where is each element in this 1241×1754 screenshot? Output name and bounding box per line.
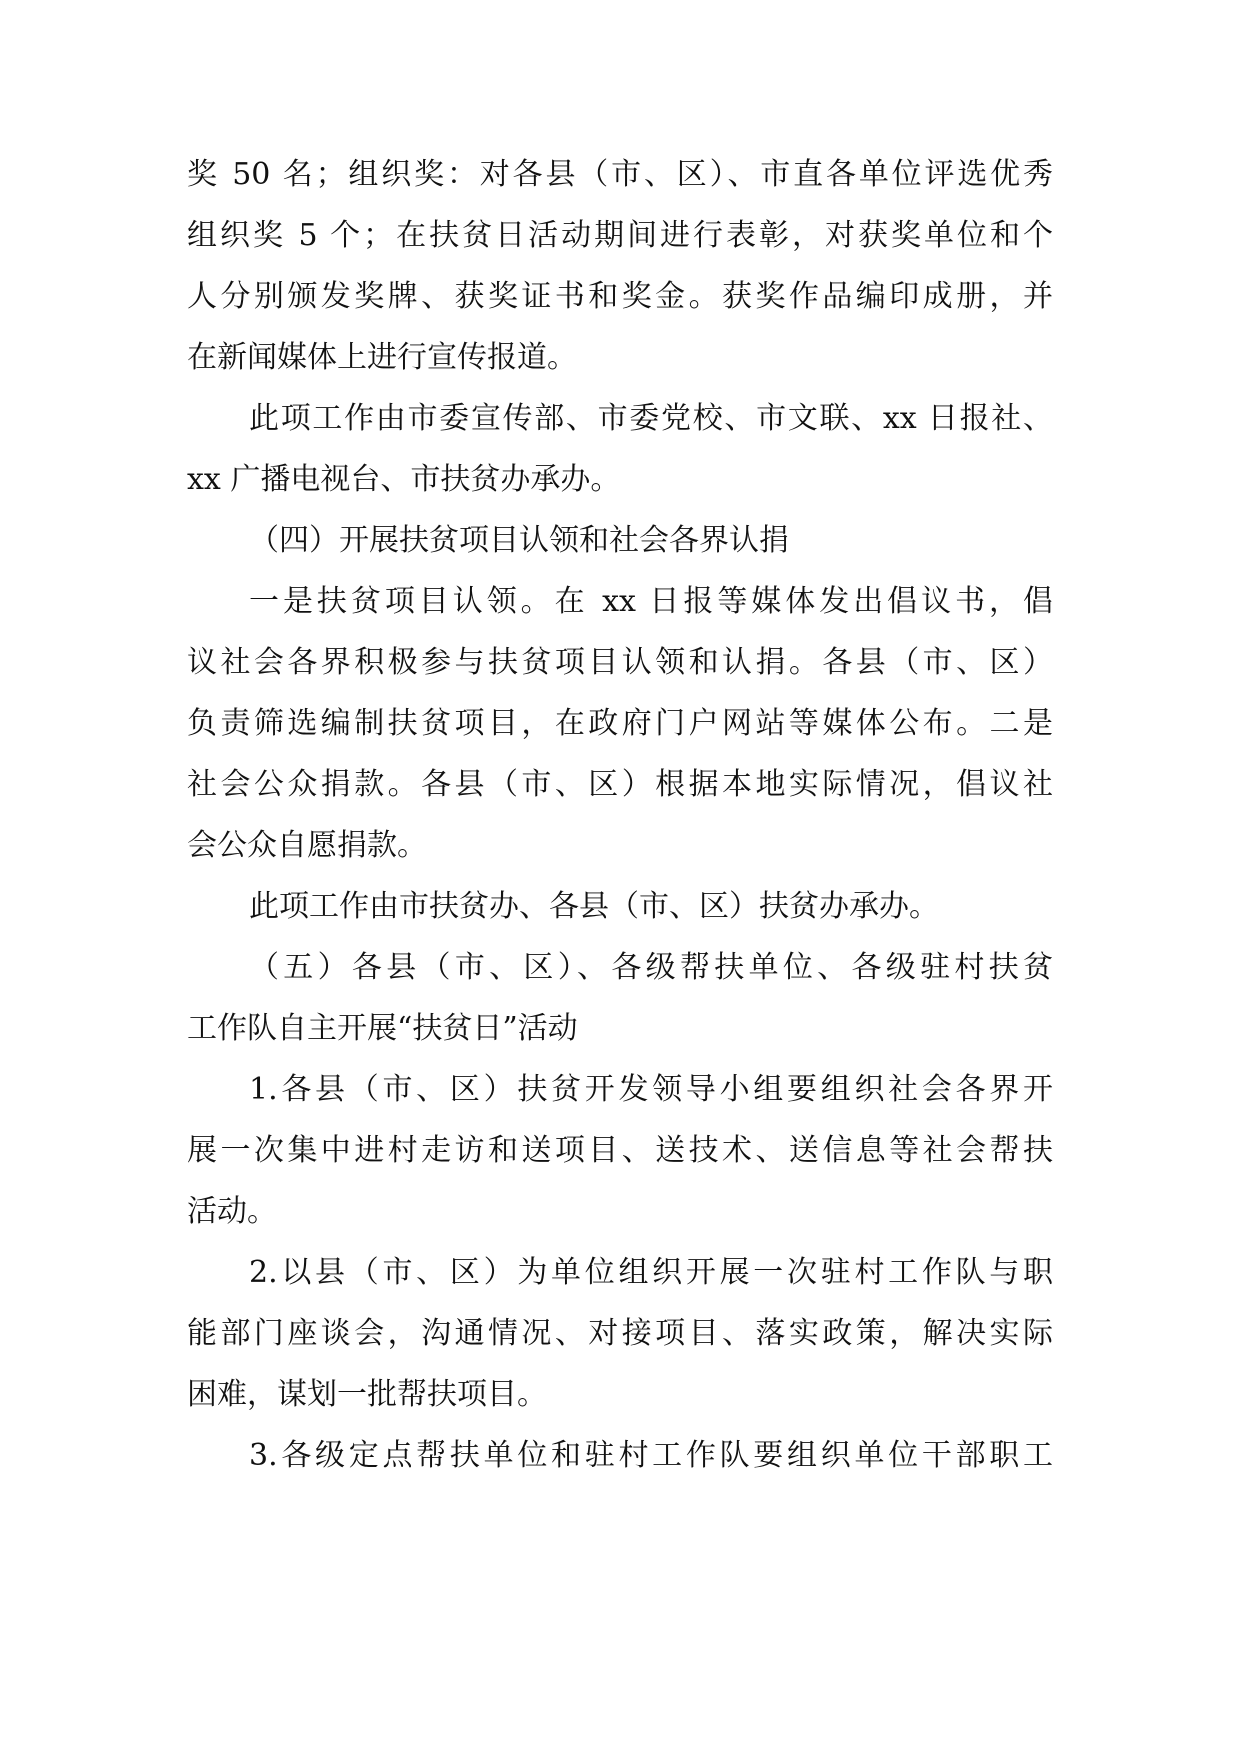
paragraph-project-claim <box>187 571 1053 876</box>
text-line: 展一次集中进村走访和送项目、送技术、送信息等社会帮扶 <box>187 1133 1053 1168</box>
list-item-3 <box>187 1425 1053 1486</box>
text-line: 一是扶贫项目认领。在 xx 日报等媒体发出倡议书，倡 <box>249 584 1053 619</box>
paragraph-awards-continuation <box>187 144 1053 388</box>
text-line: 2.以县（市、区）为单位组织开展一次驻村工作队与职 <box>249 1255 1053 1290</box>
text-line: 此项工作由市委宣传部、市委党校、市文联、xx 日报社、 <box>249 401 1053 436</box>
text-line: 活动。 <box>187 1194 277 1229</box>
text-line: 此项工作由市扶贫办、各县（市、区）扶贫办承办。 <box>249 889 939 924</box>
heading-line: （四）开展扶贫项目认领和社会各界认捐 <box>249 523 789 558</box>
body-text <box>187 144 1053 1486</box>
text-line: 1.各县（市、区）扶贫开发领导小组要组织社会各界开 <box>249 1072 1053 1107</box>
paragraph-organizers-2 <box>187 876 1053 937</box>
heading-line: （五）各县（市、区）、各级帮扶单位、各级驻村扶贫 <box>249 950 1053 985</box>
list-item-1 <box>187 1059 1053 1242</box>
text-line: xx 广播电视台、市扶贫办承办。 <box>187 462 621 497</box>
text-line: 议社会各界积极参与扶贫项目认领和认捐。各县（市、区） <box>187 645 1053 680</box>
heading-line: 工作队自主开展“扶贫日”活动 <box>187 1011 578 1046</box>
list-item-2 <box>187 1242 1053 1425</box>
text-line: 困难，谋划一批帮扶项目。 <box>187 1377 547 1412</box>
paragraph-organizers-1 <box>187 388 1053 510</box>
text-line: 3.各级定点帮扶单位和驻村工作队要组织单位干部职工 <box>249 1438 1053 1473</box>
text-line: 负责筛选编制扶贫项目，在政府门户网站等媒体公布。二是 <box>187 706 1053 741</box>
text-line: 会公众自愿捐款。 <box>187 828 427 863</box>
text-line: 在新闻媒体上进行宣传报道。 <box>187 340 577 375</box>
text-line: 奖 50 名；组织奖：对各县（市、区）、市直各单位评选优秀 <box>187 157 1053 192</box>
section-heading-5 <box>187 937 1053 1059</box>
text-line: 社会公众捐款。各县（市、区）根据本地实际情况，倡议社 <box>187 767 1053 802</box>
text-line: 组织奖 5 个；在扶贫日活动期间进行表彰，对获奖单位和个 <box>187 218 1053 253</box>
section-heading-4 <box>187 510 1053 571</box>
text-line: 能部门座谈会，沟通情况、对接项目、落实政策，解决实际 <box>187 1316 1053 1351</box>
text-line: 人分别颁发奖牌、获奖证书和奖金。获奖作品编印成册，并 <box>187 279 1053 314</box>
